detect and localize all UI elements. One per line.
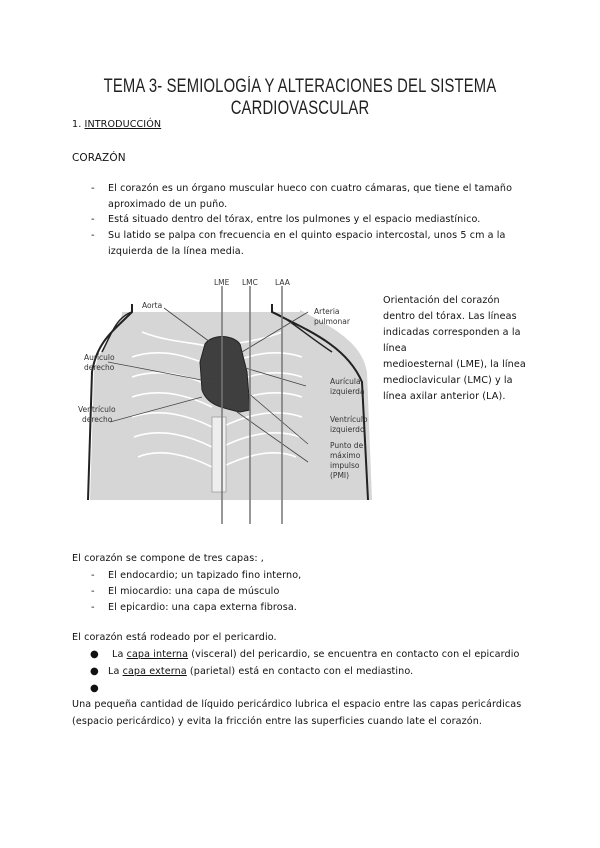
intro-bullet-3-line-1: Su latido se palpa con frecuencia en el quinto espacio intercostal, unos 5 cm a la [108, 230, 506, 241]
label-pmi-3: impulso [330, 461, 360, 470]
label-vd-1: Ventrículo [78, 405, 116, 414]
figure-caption-line: indicadas corresponden a la [383, 327, 521, 338]
dash-bullet: - [91, 586, 95, 597]
section-heading [72, 119, 161, 131]
intro-bullet-3-line-2: izquierda de la línea media. [108, 246, 244, 257]
section-number: 1. [72, 119, 82, 130]
label-lmc: LMC [242, 278, 258, 287]
figure-caption-line: Orientación del corazón [383, 295, 500, 306]
label-laa: LAA [275, 278, 290, 287]
figure-caption-line: medioclavicular (LMC) y la [383, 375, 513, 386]
intro-bullet-1-line-1: El corazón es un órgano muscular hueco con cuatro cámaras, que tiene el tamaño [108, 183, 513, 194]
label-aorta: Aorta [142, 301, 163, 310]
label-arteria-1: Arteria [314, 307, 340, 316]
document-title: TEMA 3- SEMIOLOGÍA Y ALTERACIONES DEL SISTEMA CARDIOVASCULAR [103, 76, 497, 119]
label-lme: LME [214, 278, 230, 287]
pericardium-intro: El corazón está rodeado por el pericardio. [72, 632, 277, 643]
label-pmi-2: máximo [330, 451, 361, 460]
pericardium-bullet-1: La capa interna (visceral) del pericardio, se encuentra en contacto con el epicardio [112, 649, 520, 660]
label-arteria-2: pulmonar [314, 317, 350, 326]
heart-orientation-figure [72, 272, 372, 524]
label-ai-2: izquierda [330, 387, 365, 396]
bullet-dot-empty: ● [90, 683, 99, 694]
label-vi-2: izquierdo [330, 425, 365, 434]
layer-item: El endocardio; un tapizado fino interno, [108, 570, 302, 581]
bullet-dot: ● [90, 666, 99, 677]
dash-bullet: - [91, 214, 95, 225]
intro-bullet-2: Está situado dentro del tórax, entre los pulmones y el espacio mediastínico. [108, 214, 481, 225]
dash-bullet: - [91, 230, 95, 241]
label-vd-2: derecho [82, 415, 113, 424]
label-pmi-4: (PMI) [330, 471, 350, 480]
label-pmi-1: Punto de [330, 441, 364, 450]
figure-caption-line: dentro del tórax. Las líneas [383, 311, 517, 322]
figure-caption-line: línea [383, 343, 407, 354]
dash-bullet: - [91, 570, 95, 581]
label-ad-1: Aurículo [84, 353, 115, 362]
label-ai-1: Aurícula [330, 377, 361, 386]
layer-item: El miocardio: una capa de músculo [108, 586, 280, 597]
section-title: INTRODUCCIÓN [84, 119, 162, 130]
closing-line: Una pequeña cantidad de líquido pericárdico lubrica el espacio entre las capas pericárdicas [72, 699, 522, 710]
subheading: CORAZÓN [72, 152, 126, 164]
dash-bullet: - [91, 602, 95, 613]
closing-line: (espacio pericárdico) y evita la fricción entre las superficies cuando late el corazón. [72, 716, 483, 727]
pericardium-bullet-2: La capa externa (parietal) está en contacto con el mediastino. [108, 666, 414, 677]
dash-bullet: - [91, 183, 95, 194]
bullet-dot: ● [90, 649, 99, 660]
layer-item: El epicardio: una capa externa fibrosa. [108, 602, 297, 613]
label-ad-2: derecho [84, 363, 115, 372]
figure-caption-line: medioesternal (LME), la línea [383, 359, 526, 370]
intro-bullet-1-line-2: aproximado de un puño. [108, 199, 228, 210]
layers-intro: El corazón se compone de tres capas: , [72, 553, 264, 564]
figure-caption-line: línea axilar anterior (LA). [383, 391, 506, 402]
label-vi-1: Ventrículo [330, 415, 368, 424]
